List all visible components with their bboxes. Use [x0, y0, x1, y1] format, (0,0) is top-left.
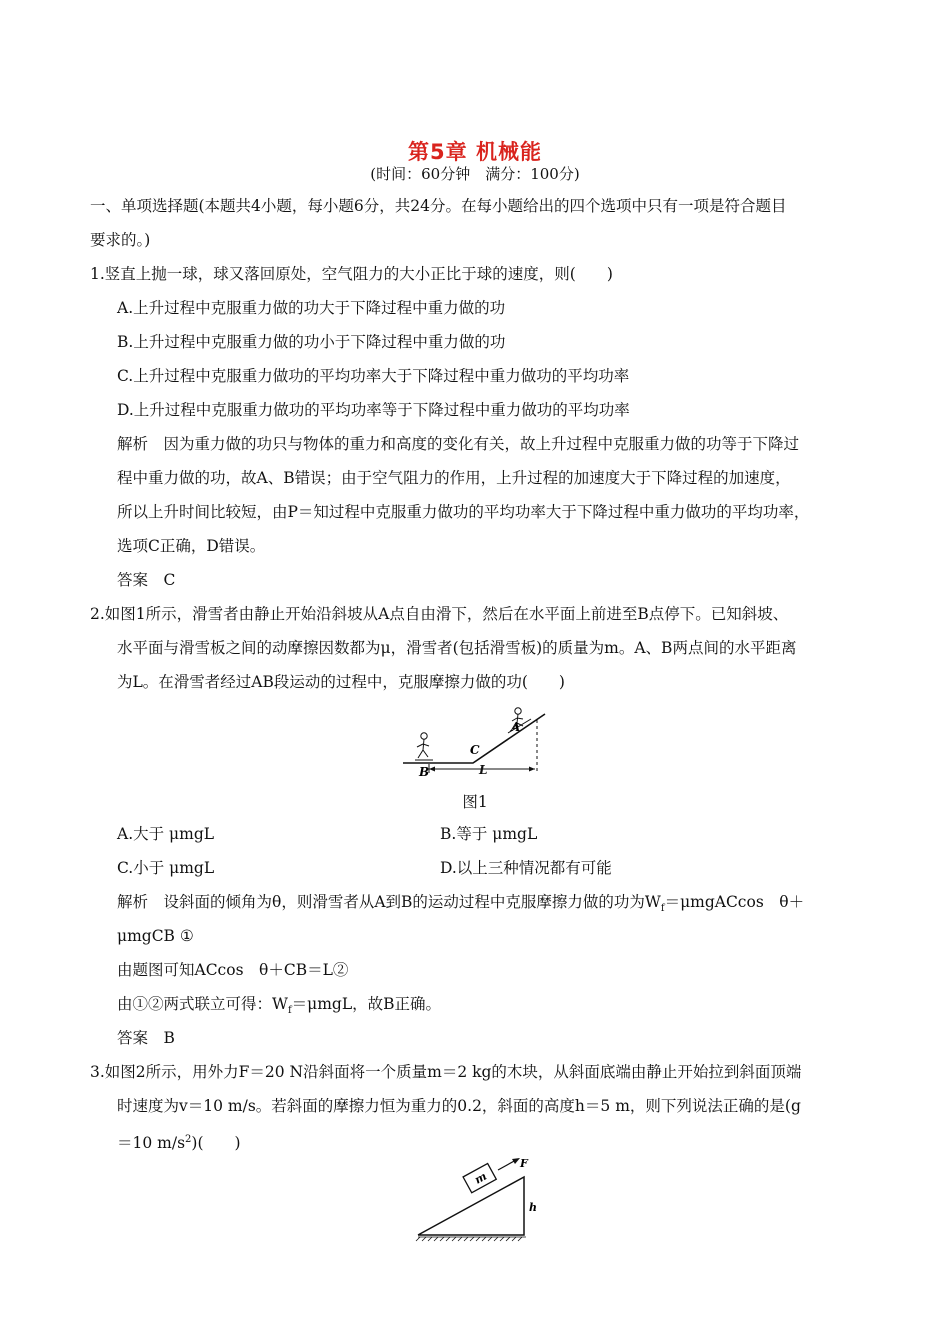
q1-option-a: A.上升过程中克服重力做的功大于下降过程中重力做的功: [117, 299, 506, 317]
q2-option-c: C.小于 μmgL: [117, 859, 215, 877]
q2-option-a: A.大于 μmgL: [117, 825, 215, 843]
q2-analysis-line1-tail: ＝μmgACcos θ＋: [664, 893, 805, 911]
q2-analysis-line1-text: 解析 设斜面的倾角为θ，则滑雪者从A到B的运动过程中克服摩擦力做的功为W: [117, 893, 661, 911]
figure-1-ski-slope: [395, 700, 560, 780]
q3-stem-line2: 时速度为v＝10 m/s。若斜面的摩擦力恒为重力的0.2，斜面的高度h＝5 m，则下列说法正确的是(g: [117, 1097, 801, 1115]
q1-analysis-line3: 所以上升时间比较短，由P＝知过程中克服重力做功的平均功率大于下降过程中重力做功的平均功率，: [117, 503, 810, 521]
page-title: 第5章 机械能: [408, 140, 542, 164]
figure-2-label-m: m: [472, 1169, 489, 1187]
figure-2-label-h: h: [529, 1201, 537, 1214]
q3-stem-line1: 3.如图2所示，用外力F＝20 N沿斜面将一个质量m＝2 kg的木块，从斜面底端由静止开始拉到斜面顶端: [90, 1063, 802, 1081]
figure-1-label-b: B: [419, 765, 430, 779]
q2-answer: 答案 B: [117, 1029, 175, 1047]
q2-analysis-line2: μmgCB ①: [117, 927, 194, 945]
q3-stem-line3: [117, 1130, 241, 1153]
page-subtitle: (时间：60分钟 满分：100分): [370, 165, 580, 183]
q2-option-d: D.以上三种情况都有可能: [440, 859, 612, 877]
q1-analysis-line1: 解析 因为重力做的功只与物体的重力和高度的变化有关，故上升过程中克服重力做的功等于下降过: [117, 435, 800, 453]
figure-2-incline: [412, 1155, 552, 1245]
q1-analysis-line2: 程中重力做的功，故A、B错误；由于空气阻力的作用，上升过程的加速度大于下降过程的加速度，: [117, 469, 791, 487]
q2-analysis-line3: 由题图可知ACcos θ＋CB＝L②: [117, 961, 349, 979]
q2-analysis-line4-text: 由①②两式联立可得：W: [117, 995, 288, 1013]
q2-stem-line3: 为L。在滑雪者经过AB段运动的过程中，克服摩擦力做的功( ): [117, 673, 565, 691]
q2-stem-line1: 2.如图1所示，滑雪者由静止开始沿斜坡从A点自由滑下，然后在水平面上前进至B点停下。已知斜坡、: [90, 605, 789, 623]
figure-1-caption: 图1: [462, 793, 488, 811]
q2-analysis-line4: [117, 994, 441, 1021]
section-heading-line1: 一、单项选择题(本题共4小题，每小题6分，共24分。在每小题给出的四个选项中只有一项是符合题目: [90, 197, 787, 215]
q1-option-d: D.上升过程中克服重力做功的平均功率等于下降过程中重力做功的平均功率: [117, 401, 630, 419]
section-heading-line2: 要求的。): [90, 231, 151, 249]
q1-stem: 1.竖直上抛一球，球又落回原处，空气阻力的大小正比于球的速度，则( ): [90, 265, 613, 283]
q2-stem-line2: 水平面与滑雪板之间的动摩擦因数都为μ，滑雪者(包括滑雪板)的质量为m。A、B两点间的水平距离: [117, 639, 797, 657]
q1-answer: 答案 C: [117, 571, 176, 589]
figure-2-label-f: F: [520, 1157, 528, 1170]
q3-stem-line3-tail: )( ): [191, 1134, 241, 1153]
figure-1-label-a: A: [511, 720, 521, 734]
q1-analysis-line4: 选项C正确，D错误。: [117, 537, 266, 555]
q2-option-b: B.等于 μmgL: [440, 825, 538, 843]
q2-analysis-line1: [117, 892, 804, 919]
q2-analysis-line4-tail: ＝μmgL，故B正确。: [291, 995, 442, 1013]
figure-1-label-l: L: [479, 763, 488, 777]
q2-analysis-line1-subscript: f: [660, 903, 665, 915]
q2-analysis-line4-subscript: f: [287, 1005, 292, 1017]
q1-option-c: C.上升过程中克服重力做功的平均功率大于下降过程中重力做功的平均功率: [117, 367, 630, 385]
figure-1-label-c: C: [470, 743, 480, 757]
q1-option-b: B.上升过程中克服重力做的功小于下降过程中重力做的功: [117, 333, 506, 351]
q3-stem-line3-superscript: 2: [185, 1134, 192, 1145]
q3-stem-line3-text: ＝10 m/s: [117, 1134, 186, 1153]
